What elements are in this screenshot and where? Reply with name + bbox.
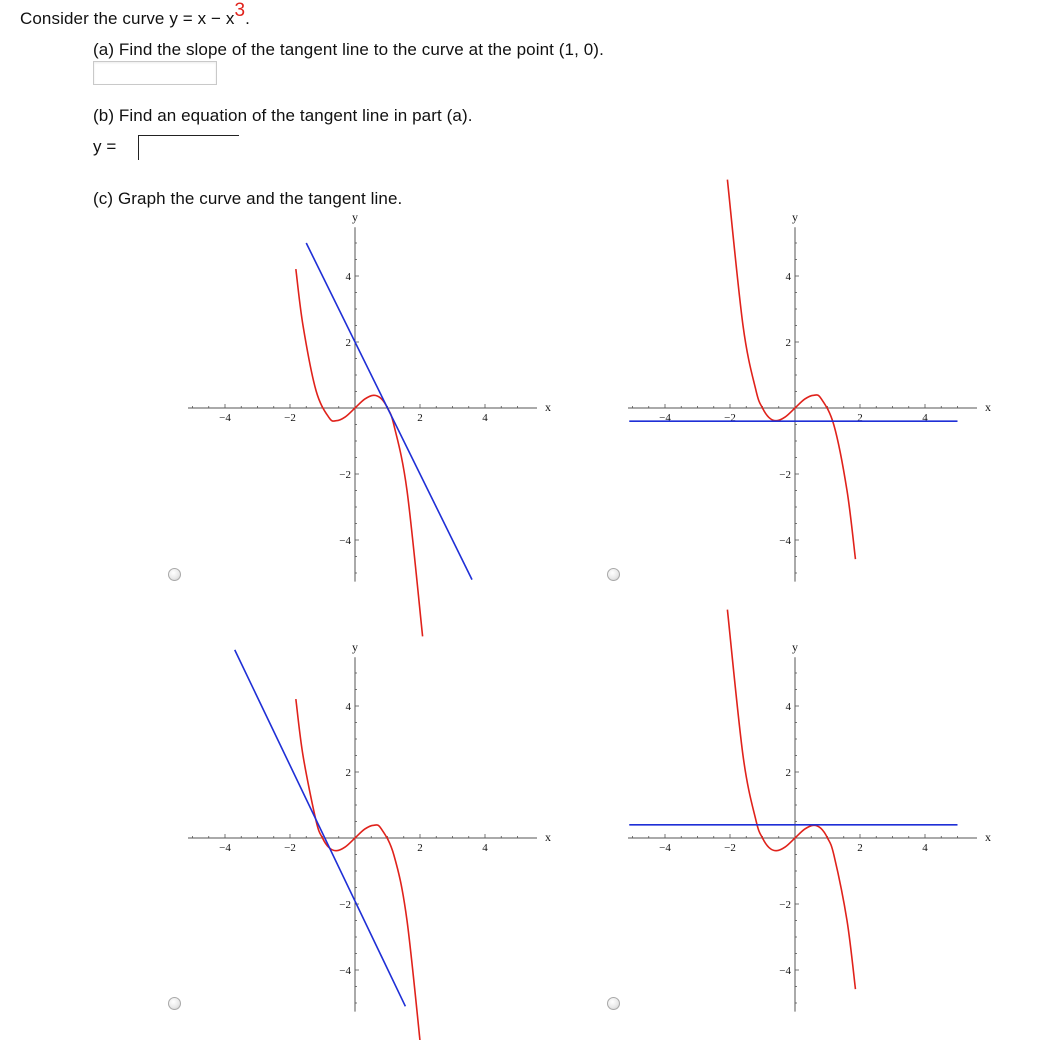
- y-tick-label: 2: [785, 767, 791, 779]
- x-tick-label: 2: [417, 412, 423, 424]
- slope-answer-input[interactable]: [93, 61, 217, 85]
- x-tick-label: −2: [284, 412, 296, 424]
- x-axis-label: x: [545, 400, 551, 414]
- x-tick-label: −4: [659, 842, 671, 854]
- x-tick-label: 2: [857, 842, 863, 854]
- y-tick-label: 2: [345, 767, 351, 779]
- curve-line: [727, 180, 855, 560]
- y-tick-label: −2: [779, 899, 791, 911]
- part-c-prompt: (c) Graph the curve and the tangent line.: [93, 189, 403, 208]
- intro-exponent: 3: [234, 0, 246, 21]
- x-axis-label: x: [985, 400, 991, 414]
- y-axis-label: y: [352, 210, 358, 225]
- equation-answer-input[interactable]: [138, 135, 239, 160]
- x-tick-label: −2: [284, 842, 296, 854]
- x-tick-label: 4: [482, 842, 488, 854]
- y-axis-label: y: [792, 640, 798, 655]
- y-tick-label: −2: [339, 899, 351, 911]
- x-tick-label: 4: [482, 412, 488, 424]
- intro-suffix: .: [245, 9, 250, 28]
- x-tick-label: 2: [857, 412, 863, 424]
- tangent-line: [306, 243, 472, 580]
- curve-line: [727, 610, 855, 990]
- x-tick-label: −4: [219, 412, 231, 424]
- x-tick-label: −2: [724, 842, 736, 854]
- y-axis-label: y: [792, 210, 798, 225]
- x-tick-label: −2: [724, 412, 736, 424]
- x-tick-label: 4: [922, 842, 928, 854]
- graph-option-2-radio[interactable]: [607, 568, 620, 581]
- x-axis-label: x: [545, 830, 551, 844]
- graph-option-4-radio[interactable]: [607, 997, 620, 1010]
- y-tick-label: −4: [339, 535, 351, 547]
- x-tick-label: 4: [922, 412, 928, 424]
- curve-line: [296, 699, 423, 1040]
- x-axis-label: x: [985, 830, 991, 844]
- part-a-prompt: (a) Find the slope of the tangent line to the curve at the point (1, 0).: [93, 40, 604, 59]
- y-tick-label: 4: [345, 271, 351, 283]
- part-b-prompt: (b) Find an equation of the tangent line in part (a).: [93, 106, 473, 125]
- graph-option-3: [175, 640, 555, 1010]
- y-tick-label: −4: [779, 535, 791, 547]
- y-tick-label: 2: [785, 337, 791, 349]
- graph-option-2: [615, 210, 995, 580]
- intro-prefix: Consider the curve: [20, 9, 170, 28]
- y-tick-label: −2: [779, 469, 791, 481]
- y-tick-label: 4: [785, 271, 791, 283]
- graph-option-3-radio[interactable]: [168, 997, 181, 1010]
- y-tick-label: 2: [345, 337, 351, 349]
- part-b-lhs: y =: [93, 137, 117, 156]
- question-intro: [20, 0, 250, 30]
- curve-line: [296, 269, 423, 636]
- y-tick-label: 4: [785, 701, 791, 713]
- graph-option-4: [615, 640, 995, 1010]
- y-tick-label: −4: [339, 965, 351, 977]
- tangent-line: [235, 650, 406, 1006]
- x-tick-label: −4: [219, 842, 231, 854]
- graph-option-1-radio[interactable]: [168, 568, 181, 581]
- y-axis-label: y: [352, 640, 358, 655]
- y-tick-label: −2: [339, 469, 351, 481]
- y-tick-label: −4: [779, 965, 791, 977]
- y-tick-label: 4: [345, 701, 351, 713]
- graph-option-1: [175, 210, 555, 580]
- x-tick-label: 2: [417, 842, 423, 854]
- intro-equation: y = x − x: [169, 9, 235, 28]
- x-tick-label: −4: [659, 412, 671, 424]
